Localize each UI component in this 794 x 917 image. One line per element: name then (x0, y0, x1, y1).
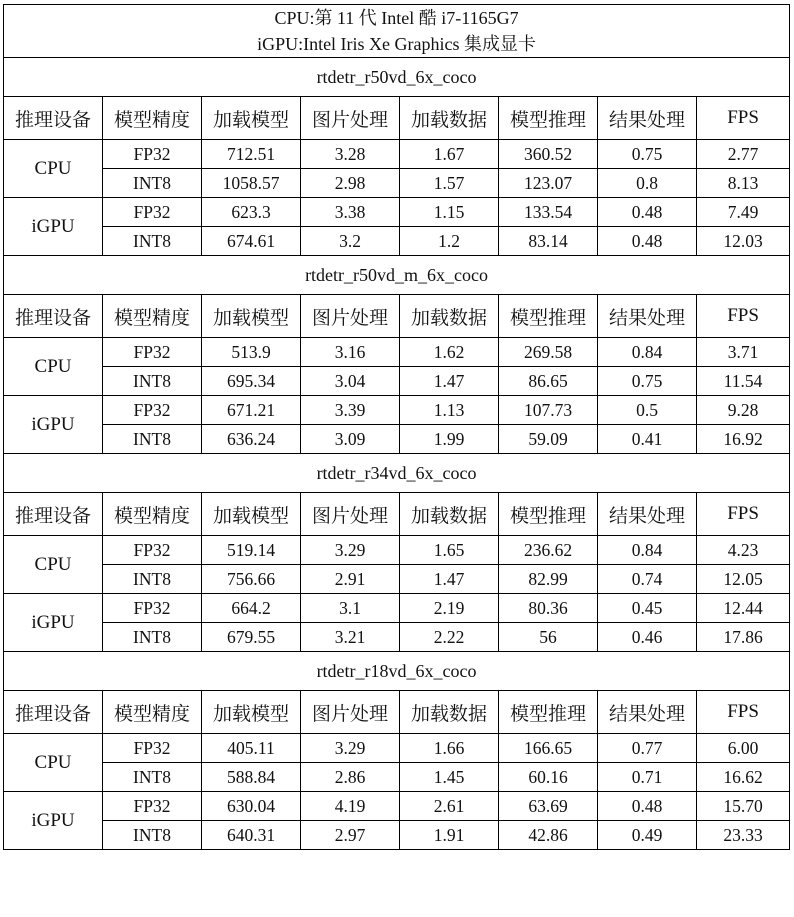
value-cell: 630.04 (202, 792, 301, 821)
value-cell: 3.16 (301, 338, 400, 367)
value-cell: 3.28 (301, 140, 400, 169)
value-cell: 1058.57 (202, 169, 301, 198)
column-header: 结果处理 (598, 493, 697, 536)
precision-cell: FP32 (103, 734, 202, 763)
column-header: FPS (697, 493, 790, 536)
value-cell: 107.73 (499, 396, 598, 425)
column-header: 模型精度 (103, 493, 202, 536)
precision-cell: FP32 (103, 198, 202, 227)
precision-cell: INT8 (103, 763, 202, 792)
value-cell: 756.66 (202, 565, 301, 594)
model-section-row (4, 58, 790, 97)
precision-cell: INT8 (103, 367, 202, 396)
column-header: 结果处理 (598, 295, 697, 338)
value-cell: 2.19 (400, 594, 499, 623)
value-cell: 3.1 (301, 594, 400, 623)
table-row (4, 734, 790, 763)
column-header: FPS (697, 97, 790, 140)
value-cell: 640.31 (202, 821, 301, 850)
value-cell: 1.13 (400, 396, 499, 425)
column-header: 加载模型 (202, 493, 301, 536)
value-cell: 7.49 (697, 198, 790, 227)
value-cell: 3.38 (301, 198, 400, 227)
title-line-cpu: CPU:第 11 代 Intel 酷 i7-1165G7 (274, 8, 519, 28)
value-cell: 123.07 (499, 169, 598, 198)
value-cell: 0.48 (598, 227, 697, 256)
column-header: 推理设备 (4, 493, 103, 536)
model-section-row (4, 652, 790, 691)
value-cell: 42.86 (499, 821, 598, 850)
value-cell: 1.15 (400, 198, 499, 227)
column-header: 加载数据 (400, 295, 499, 338)
value-cell: 674.61 (202, 227, 301, 256)
value-cell: 2.91 (301, 565, 400, 594)
table-row (4, 623, 790, 652)
value-cell: 1.47 (400, 367, 499, 396)
title-line-igpu: iGPU:Intel Iris Xe Graphics 集成显卡 (257, 34, 537, 54)
column-header: 加载模型 (202, 295, 301, 338)
value-cell: 671.21 (202, 396, 301, 425)
table-row (4, 140, 790, 169)
value-cell: 0.48 (598, 792, 697, 821)
value-cell: 405.11 (202, 734, 301, 763)
value-cell: 2.97 (301, 821, 400, 850)
value-cell: 664.2 (202, 594, 301, 623)
column-header: 模型推理 (499, 493, 598, 536)
table-row (4, 763, 790, 792)
precision-cell: INT8 (103, 425, 202, 454)
value-cell: 4.23 (697, 536, 790, 565)
precision-cell: FP32 (103, 594, 202, 623)
benchmark-table (3, 4, 790, 850)
column-header: 加载数据 (400, 97, 499, 140)
value-cell: 1.99 (400, 425, 499, 454)
value-cell: 63.69 (499, 792, 598, 821)
value-cell: 3.09 (301, 425, 400, 454)
value-cell: 56 (499, 623, 598, 652)
value-cell: 2.98 (301, 169, 400, 198)
value-cell: 3.71 (697, 338, 790, 367)
value-cell: 59.09 (499, 425, 598, 454)
value-cell: 12.44 (697, 594, 790, 623)
precision-cell: FP32 (103, 536, 202, 565)
column-header: 模型精度 (103, 691, 202, 734)
precision-cell: FP32 (103, 396, 202, 425)
device-cell: CPU (4, 338, 103, 396)
device-cell: iGPU (4, 792, 103, 850)
column-header: 图片处理 (301, 691, 400, 734)
value-cell: 86.65 (499, 367, 598, 396)
value-cell: 1.67 (400, 140, 499, 169)
model-name: rtdetr_r18vd_6x_coco (4, 652, 790, 691)
precision-cell: FP32 (103, 792, 202, 821)
table-row (4, 821, 790, 850)
table-row (4, 198, 790, 227)
device-cell: CPU (4, 140, 103, 198)
column-header: 图片处理 (301, 493, 400, 536)
value-cell: 3.2 (301, 227, 400, 256)
column-header-row (4, 493, 790, 536)
value-cell: 0.84 (598, 338, 697, 367)
value-cell: 0.46 (598, 623, 697, 652)
value-cell: 360.52 (499, 140, 598, 169)
value-cell: 0.74 (598, 565, 697, 594)
value-cell: 80.36 (499, 594, 598, 623)
precision-cell: INT8 (103, 169, 202, 198)
model-name: rtdetr_r34vd_6x_coco (4, 454, 790, 493)
device-cell: iGPU (4, 198, 103, 256)
value-cell: 11.54 (697, 367, 790, 396)
value-cell: 2.77 (697, 140, 790, 169)
value-cell: 695.34 (202, 367, 301, 396)
value-cell: 513.9 (202, 338, 301, 367)
column-header: 模型推理 (499, 691, 598, 734)
value-cell: 2.22 (400, 623, 499, 652)
value-cell: 23.33 (697, 821, 790, 850)
table-row (4, 227, 790, 256)
value-cell: 3.21 (301, 623, 400, 652)
column-header: 推理设备 (4, 691, 103, 734)
value-cell: 8.13 (697, 169, 790, 198)
value-cell: 1.91 (400, 821, 499, 850)
column-header: 图片处理 (301, 97, 400, 140)
value-cell: 2.61 (400, 792, 499, 821)
value-cell: 9.28 (697, 396, 790, 425)
value-cell: 17.86 (697, 623, 790, 652)
column-header: 模型精度 (103, 295, 202, 338)
precision-cell: FP32 (103, 338, 202, 367)
table-row (4, 536, 790, 565)
table-row (4, 565, 790, 594)
value-cell: 0.48 (598, 198, 697, 227)
value-cell: 0.75 (598, 140, 697, 169)
value-cell: 3.39 (301, 396, 400, 425)
hardware-title (4, 5, 790, 58)
column-header: 模型精度 (103, 97, 202, 140)
column-header: 模型推理 (499, 97, 598, 140)
column-header: 结果处理 (598, 691, 697, 734)
value-cell: 4.19 (301, 792, 400, 821)
device-cell: iGPU (4, 396, 103, 454)
value-cell: 1.47 (400, 565, 499, 594)
column-header: FPS (697, 295, 790, 338)
model-name: rtdetr_r50vd_6x_coco (4, 58, 790, 97)
value-cell: 3.29 (301, 734, 400, 763)
precision-cell: INT8 (103, 227, 202, 256)
value-cell: 0.8 (598, 169, 697, 198)
value-cell: 60.16 (499, 763, 598, 792)
value-cell: 16.92 (697, 425, 790, 454)
table-row (4, 425, 790, 454)
value-cell: 0.49 (598, 821, 697, 850)
column-header: 模型推理 (499, 295, 598, 338)
table-row (4, 169, 790, 198)
value-cell: 519.14 (202, 536, 301, 565)
value-cell: 16.62 (697, 763, 790, 792)
value-cell: 588.84 (202, 763, 301, 792)
value-cell: 0.71 (598, 763, 697, 792)
table-row (4, 367, 790, 396)
table-row (4, 594, 790, 623)
value-cell: 1.57 (400, 169, 499, 198)
value-cell: 623.3 (202, 198, 301, 227)
value-cell: 0.84 (598, 536, 697, 565)
precision-cell: INT8 (103, 623, 202, 652)
table-body (4, 5, 790, 850)
precision-cell: FP32 (103, 140, 202, 169)
table-row (4, 396, 790, 425)
model-section-row (4, 454, 790, 493)
value-cell: 3.29 (301, 536, 400, 565)
value-cell: 1.62 (400, 338, 499, 367)
value-cell: 236.62 (499, 536, 598, 565)
value-cell: 0.77 (598, 734, 697, 763)
model-section-row (4, 256, 790, 295)
value-cell: 166.65 (499, 734, 598, 763)
model-name: rtdetr_r50vd_m_6x_coco (4, 256, 790, 295)
column-header: 结果处理 (598, 97, 697, 140)
value-cell: 133.54 (499, 198, 598, 227)
value-cell: 1.2 (400, 227, 499, 256)
column-header-row (4, 691, 790, 734)
value-cell: 6.00 (697, 734, 790, 763)
column-header: 加载数据 (400, 691, 499, 734)
value-cell: 0.5 (598, 396, 697, 425)
value-cell: 269.58 (499, 338, 598, 367)
value-cell: 0.45 (598, 594, 697, 623)
column-header: 加载模型 (202, 97, 301, 140)
column-header: FPS (697, 691, 790, 734)
column-header: 推理设备 (4, 295, 103, 338)
value-cell: 0.75 (598, 367, 697, 396)
value-cell: 679.55 (202, 623, 301, 652)
column-header: 图片处理 (301, 295, 400, 338)
value-cell: 1.66 (400, 734, 499, 763)
precision-cell: INT8 (103, 565, 202, 594)
value-cell: 0.41 (598, 425, 697, 454)
value-cell: 1.65 (400, 536, 499, 565)
precision-cell: INT8 (103, 821, 202, 850)
value-cell: 12.03 (697, 227, 790, 256)
value-cell: 12.05 (697, 565, 790, 594)
column-header-row (4, 295, 790, 338)
value-cell: 15.70 (697, 792, 790, 821)
device-cell: CPU (4, 734, 103, 792)
column-header: 加载数据 (400, 493, 499, 536)
value-cell: 83.14 (499, 227, 598, 256)
title-row (4, 5, 790, 58)
column-header-row (4, 97, 790, 140)
value-cell: 82.99 (499, 565, 598, 594)
value-cell: 1.45 (400, 763, 499, 792)
column-header: 推理设备 (4, 97, 103, 140)
value-cell: 636.24 (202, 425, 301, 454)
table-row (4, 792, 790, 821)
value-cell: 712.51 (202, 140, 301, 169)
table-row (4, 338, 790, 367)
device-cell: iGPU (4, 594, 103, 652)
column-header: 加载模型 (202, 691, 301, 734)
device-cell: CPU (4, 536, 103, 594)
value-cell: 2.86 (301, 763, 400, 792)
value-cell: 3.04 (301, 367, 400, 396)
